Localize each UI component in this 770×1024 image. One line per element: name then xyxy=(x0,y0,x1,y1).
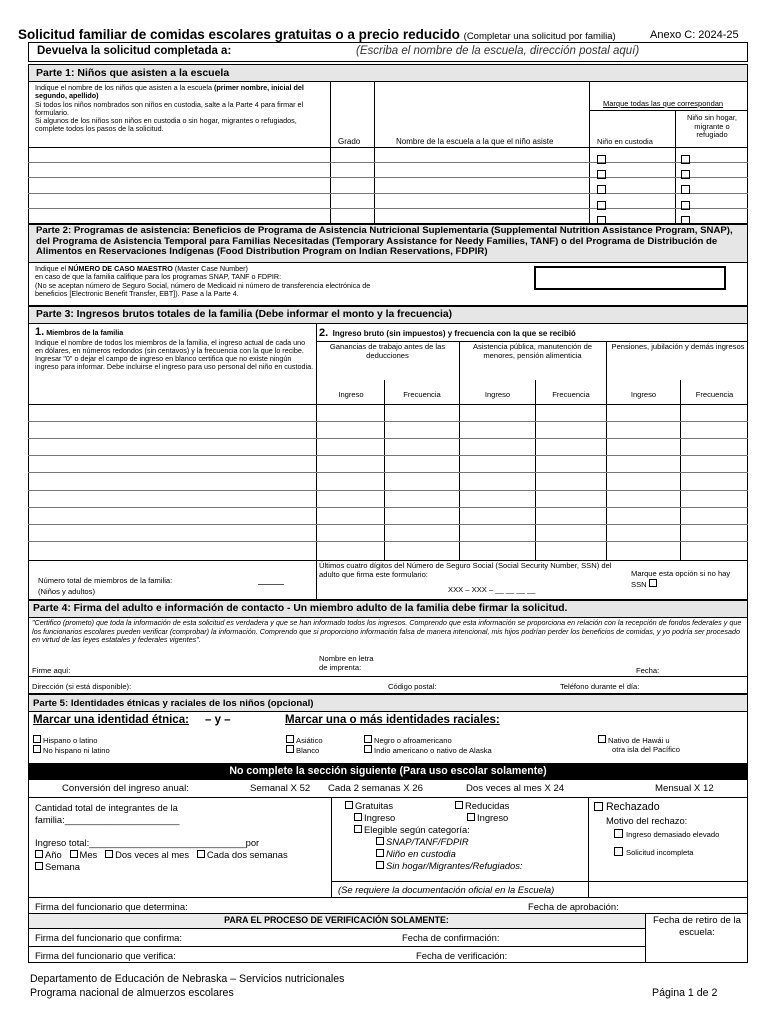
homeless-label: Sin hogar/Migrantes/Refugiados: xyxy=(386,860,523,871)
verifying-official-label[interactable]: Firma del funcionario que verifica: xyxy=(35,950,176,961)
total-members-input[interactable] xyxy=(258,584,284,585)
week-option[interactable] xyxy=(35,861,80,872)
year-label: Año xyxy=(45,849,62,860)
per-label: por xyxy=(245,837,260,848)
hawaiian-label-b: otra isla del Pacífico xyxy=(612,745,680,754)
black-label: Negro o afroamericano xyxy=(374,736,452,745)
reduced-income-checkbox[interactable] xyxy=(467,813,475,821)
weekly-factor: Semanal X 52 xyxy=(250,783,311,794)
twice-month-factor: Dos veces al mes X 24 xyxy=(466,783,565,794)
no-ssn-option[interactable] xyxy=(631,570,743,589)
no-ssn-label: Marque esta opción si no hay SSN xyxy=(631,569,731,589)
part1-instr-a: Indique el nombre de los niños que asisten a la escuela xyxy=(35,83,213,92)
free-income-option[interactable] xyxy=(354,812,395,823)
part1-heading: Parte 1: Niños que asisten a la escuela xyxy=(36,67,230,79)
part2-instr-e: (No se aceptan número de Seguro Social, número de Medicaid ni número de transferencia electrónica de beneficios [Electronic Benefit Transfer, EBT]). Pase a la Parte 4. xyxy=(35,280,371,298)
denied-option[interactable] xyxy=(594,801,660,813)
free-label: Gratuitas xyxy=(355,800,394,811)
members-instructions xyxy=(35,326,315,372)
categorical-checkbox[interactable] xyxy=(354,825,362,833)
native-american-label: Indio americano o nativo de Alaska xyxy=(374,746,492,755)
part5-heading: Parte 5: Identidades étnicas y raciales de los niños (opcional) xyxy=(33,698,314,709)
footer-department: Departamento de Educación de Nebraska – Servicios nutricionales xyxy=(30,973,345,985)
pension-income-header: Ingreso xyxy=(630,390,657,399)
denied-checkbox[interactable] xyxy=(594,802,603,811)
col-foster: Niño en custodia xyxy=(597,137,653,146)
part3-heading: Parte 3: Ingresos brutos totales de la familia (Debe informar el monto y la frecuencia) xyxy=(36,309,452,320)
income-num: 2. xyxy=(319,327,329,339)
verification-heading: PARA EL PROCESO DE VERIFICACIÓN SOLAMENTE: xyxy=(224,915,449,925)
confirmation-date-label[interactable]: Fecha de confirmación: xyxy=(402,932,500,943)
ssn-mask: XXX – XXX – xyxy=(448,585,494,594)
income-too-high-checkbox[interactable] xyxy=(614,829,623,838)
assist-frequency-header: Frecuencia xyxy=(552,390,590,399)
incomplete-option[interactable] xyxy=(614,847,694,857)
total-income-label: Ingreso total: xyxy=(35,837,90,848)
free-income-label: Ingreso xyxy=(364,812,396,823)
foster-label: Niño en custodia xyxy=(386,848,456,859)
total-members-label: Número total de miembros de la familia: xyxy=(38,576,173,585)
determining-official-label[interactable]: Firma del funcionario que determina: xyxy=(35,901,188,912)
free-income-checkbox[interactable] xyxy=(354,813,362,821)
school-use-banner-text: No complete la sección siguiente (Para uso escolar solamente) xyxy=(229,765,547,777)
year-checkbox[interactable] xyxy=(35,850,43,858)
household-total-label: Cantidad total de integrantes de la familia: xyxy=(35,802,178,825)
members-instr: Indique el nombre de todos los miembros de la familia, el ingreso actual de cada uno en dólares, en números redondos (sin centavos) y la frecuencia con la que lo recibe. Ingresar "0" o dejar el campo de ingreso en blanco certifica que no existe ningún ingreso para informar. Debe incluirse el ingreso para uso personal del niño en custodia. xyxy=(35,337,314,372)
phone-label[interactable]: Teléfono durante el día: xyxy=(560,682,640,691)
part2-instr-a: Indique el xyxy=(35,264,67,273)
ssn-label: Últimos cuatro dígitos del Número de Seguro Social (Social Security Number, SSN) del adulto que firma este formulario: xyxy=(319,561,612,579)
native-american-checkbox[interactable] xyxy=(364,745,372,753)
household-total[interactable]: Cantidad total de integrantes de la familia:______________________ xyxy=(35,802,180,825)
work-frequency-header: Frecuencia xyxy=(403,390,441,399)
part2-instr-c: (Master Case Number) xyxy=(174,264,248,273)
snap-checkbox[interactable] xyxy=(376,837,384,845)
part1-instr-c: Si todos los niños nombrados son niños en custodia, salte a la Parte 4 para firmar el formulario. xyxy=(35,99,304,117)
group-work-earnings: Ganancias de trabajo antes de las deducciones xyxy=(329,342,446,360)
reduced-income-option[interactable] xyxy=(467,812,508,823)
total-members-note: (Niños y adultos) xyxy=(38,587,95,596)
week-checkbox[interactable] xyxy=(35,862,43,870)
part2-instr-d: en caso de que la familia califique para los programas SNAP, TANF o FDPIR: xyxy=(35,272,282,282)
no-ssn-checkbox[interactable] xyxy=(649,579,657,587)
incomplete-label: Solicitud incompleta xyxy=(626,848,694,857)
zip-label[interactable]: Código postal: xyxy=(388,682,437,691)
col-homeless: Niño sin hogar, migrante o refugiado xyxy=(686,113,738,140)
documentation-note: (Se requiere la documentación oficial en la Escuela) xyxy=(338,884,555,895)
part1-instr-d: Si algunos de los niños son niños en custodia o sin hogar, migrantes o refugiados, complete todos los pasos de la solicitud. xyxy=(35,116,297,134)
form-title-note: (Completar una solicitud por familia) xyxy=(463,31,616,42)
reduced-income-label: Ingreso xyxy=(477,812,509,823)
mark-all-label: Marque todas las que correspondan xyxy=(603,99,724,108)
pension-frequency-header: Frecuencia xyxy=(695,390,734,399)
footer-program: Programa nacional de almuerzos escolares xyxy=(30,987,234,999)
denial-reason-label: Motivo del rechazo: xyxy=(606,815,688,826)
asian-option[interactable] xyxy=(286,735,323,745)
not-hispanic-option[interactable] xyxy=(33,745,110,755)
master-case-number-input[interactable] xyxy=(534,266,726,290)
native-american-option[interactable] xyxy=(364,745,492,755)
categorical-option[interactable] xyxy=(354,824,470,835)
denied-label: Rechazado xyxy=(606,801,660,813)
return-hint: (Escriba el nombre de la escuela, dirección postal aquí) xyxy=(356,45,640,57)
income-title: Ingreso bruto (sin impuestos) y frecuencia con la que se recibió xyxy=(332,329,576,338)
col-school: Nombre de la escuela a la que el niño asiste xyxy=(396,137,554,146)
hawaiian-option[interactable] xyxy=(598,735,670,745)
gross-income-title-row xyxy=(319,327,576,339)
twice-month-label: Dos veces al mes xyxy=(115,849,190,860)
white-option[interactable] xyxy=(286,745,319,755)
assist-income-header: Ingreso xyxy=(484,390,511,399)
reduced-option[interactable] xyxy=(455,800,509,811)
work-income-header: Ingreso xyxy=(338,390,364,399)
part1-instr-b: (primer nombre, inicial del segundo, apellido) xyxy=(35,83,304,101)
conversion-label: Conversión del ingreso anual: xyxy=(62,783,189,794)
part1-instructions xyxy=(35,84,320,134)
free-checkbox[interactable] xyxy=(345,801,353,809)
ethnic-label: Marcar una identidad étnica: xyxy=(33,714,189,726)
hawaiian-label-a: Nativo de Hawái u xyxy=(608,736,670,745)
sign-date-label[interactable]: Fecha: xyxy=(636,666,660,675)
monthly-factor: Mensual X 12 xyxy=(655,783,714,794)
white-checkbox[interactable] xyxy=(286,745,294,753)
hispanic-checkbox[interactable] xyxy=(33,735,41,743)
week-label: Semana xyxy=(45,861,80,872)
members-title: Miembros de la familia xyxy=(46,328,124,337)
sign-here-label[interactable]: Firme aquí: xyxy=(32,666,71,675)
racial-label: Marcar una o más identidades raciales: xyxy=(285,714,500,726)
every-two-weeks-checkbox[interactable] xyxy=(197,850,205,858)
group-pensions: Pensiones, jubilación y demás ingresos xyxy=(611,342,745,351)
month-checkbox[interactable] xyxy=(70,850,78,858)
part2-heading: Parte 2: Programas de asistencia: Beneficios de Programa de Asistencia Nutricional Suplementaria (Supplemental Nutrition Assistance Program, SNAP), del Programa de Asistencia Temporal para Familias Necesitadas (Temporary Assistance for Needy Families, TANF) o del Programa de Distribución de Alimentos en Reservaciones Indígenas (Food Distribution Program on Indian Reservations, FDPIR) xyxy=(36,225,733,258)
not-hispanic-label: No hispano ni latino xyxy=(43,746,110,755)
confirming-official-label[interactable]: Firma del funcionario que confirma: xyxy=(35,932,182,943)
hispanic-label: Hispano o latino xyxy=(43,736,98,745)
ssn-field[interactable]: XXX – XXX – __ __ __ __ xyxy=(448,585,536,594)
black-checkbox[interactable] xyxy=(364,735,372,743)
asian-label: Asiático xyxy=(296,736,323,745)
reduced-label: Reducidas xyxy=(465,800,510,811)
biweekly-factor: Cada 2 semanas X 26 xyxy=(328,783,423,794)
form-title-row xyxy=(18,27,616,42)
approval-date-label[interactable]: Fecha de aprobación: xyxy=(528,901,619,912)
income-period-options xyxy=(35,849,288,860)
foster-option[interactable] xyxy=(376,848,456,859)
address-label[interactable]: Dirección (si está disponible): xyxy=(32,682,132,691)
total-income-row[interactable]: Ingreso total:______________________________por xyxy=(35,837,260,848)
and-divider: – y – xyxy=(205,714,231,726)
homeless-option[interactable] xyxy=(376,860,523,871)
withdrawal-date-label[interactable]: Fecha de retiro de la escuela: xyxy=(653,915,741,938)
reduced-checkbox[interactable] xyxy=(455,801,463,809)
hawaiian-checkbox[interactable] xyxy=(598,735,606,743)
white-label: Blanco xyxy=(296,746,320,755)
annex-label: Anexo C: 2024-25 xyxy=(650,29,739,41)
return-label: Devuelva la solicitud completada a: xyxy=(37,45,232,57)
members-num: 1. xyxy=(35,326,45,338)
part4-heading: Parte 4: Firma del adulto e información de contacto - Un miembro adulto de la familia debe firmar la solicitud. xyxy=(33,603,568,614)
hispanic-option[interactable] xyxy=(33,735,97,745)
print-name-label[interactable]: Nombre en letra de imprenta: xyxy=(319,654,374,672)
verification-date-label[interactable]: Fecha de verificación: xyxy=(416,950,508,961)
part2-instr-b: NÚMERO DE CASO MAESTRO xyxy=(68,264,173,273)
foster-checkbox[interactable] xyxy=(376,849,384,857)
snap-option[interactable] xyxy=(376,836,469,847)
black-option[interactable] xyxy=(364,735,452,745)
snap-label: SNAP/TANF/FDPIR xyxy=(386,836,469,847)
asian-checkbox[interactable] xyxy=(286,735,294,743)
part2-instructions xyxy=(35,265,390,298)
incomplete-checkbox[interactable] xyxy=(614,847,623,856)
income-too-high-option[interactable] xyxy=(614,829,719,839)
twice-month-checkbox[interactable] xyxy=(105,850,113,858)
form-title: Solicitud familiar de comidas escolares gratuitas o a precio reducido xyxy=(18,27,460,42)
every-two-weeks-label: Cada dos semanas xyxy=(206,849,288,860)
group-public-assistance: Asistencia pública, manutención de menores, pensión alimenticia xyxy=(472,342,593,360)
free-option[interactable] xyxy=(345,800,393,811)
not-hispanic-checkbox[interactable] xyxy=(33,745,41,753)
col-grade: Grado xyxy=(338,137,361,146)
month-label: Mes xyxy=(79,849,98,860)
categorical-label: Elegible según categoría: xyxy=(364,824,470,835)
homeless-checkbox[interactable] xyxy=(376,861,384,869)
income-too-high-label: Ingreso demasiado elevado xyxy=(626,830,720,839)
certification-text: "Certifico (prometo) que toda la información de esta solicitud es verdadera y que se han informado todos los ingresos. Comprendo que esta información se proporciona en relación con la recepción de fondos federales y que los funcionarios escolares pueden verificar (comprobar) la información. Comprendo que si proporciono información falsa de manera intencional, mis hijos podrían perder los beneficios de comidas, y yo podría ser procesado en virtud de las leyes estatales y federales vigentes". xyxy=(32,618,742,645)
page-number: Página 1 de 2 xyxy=(652,987,718,999)
